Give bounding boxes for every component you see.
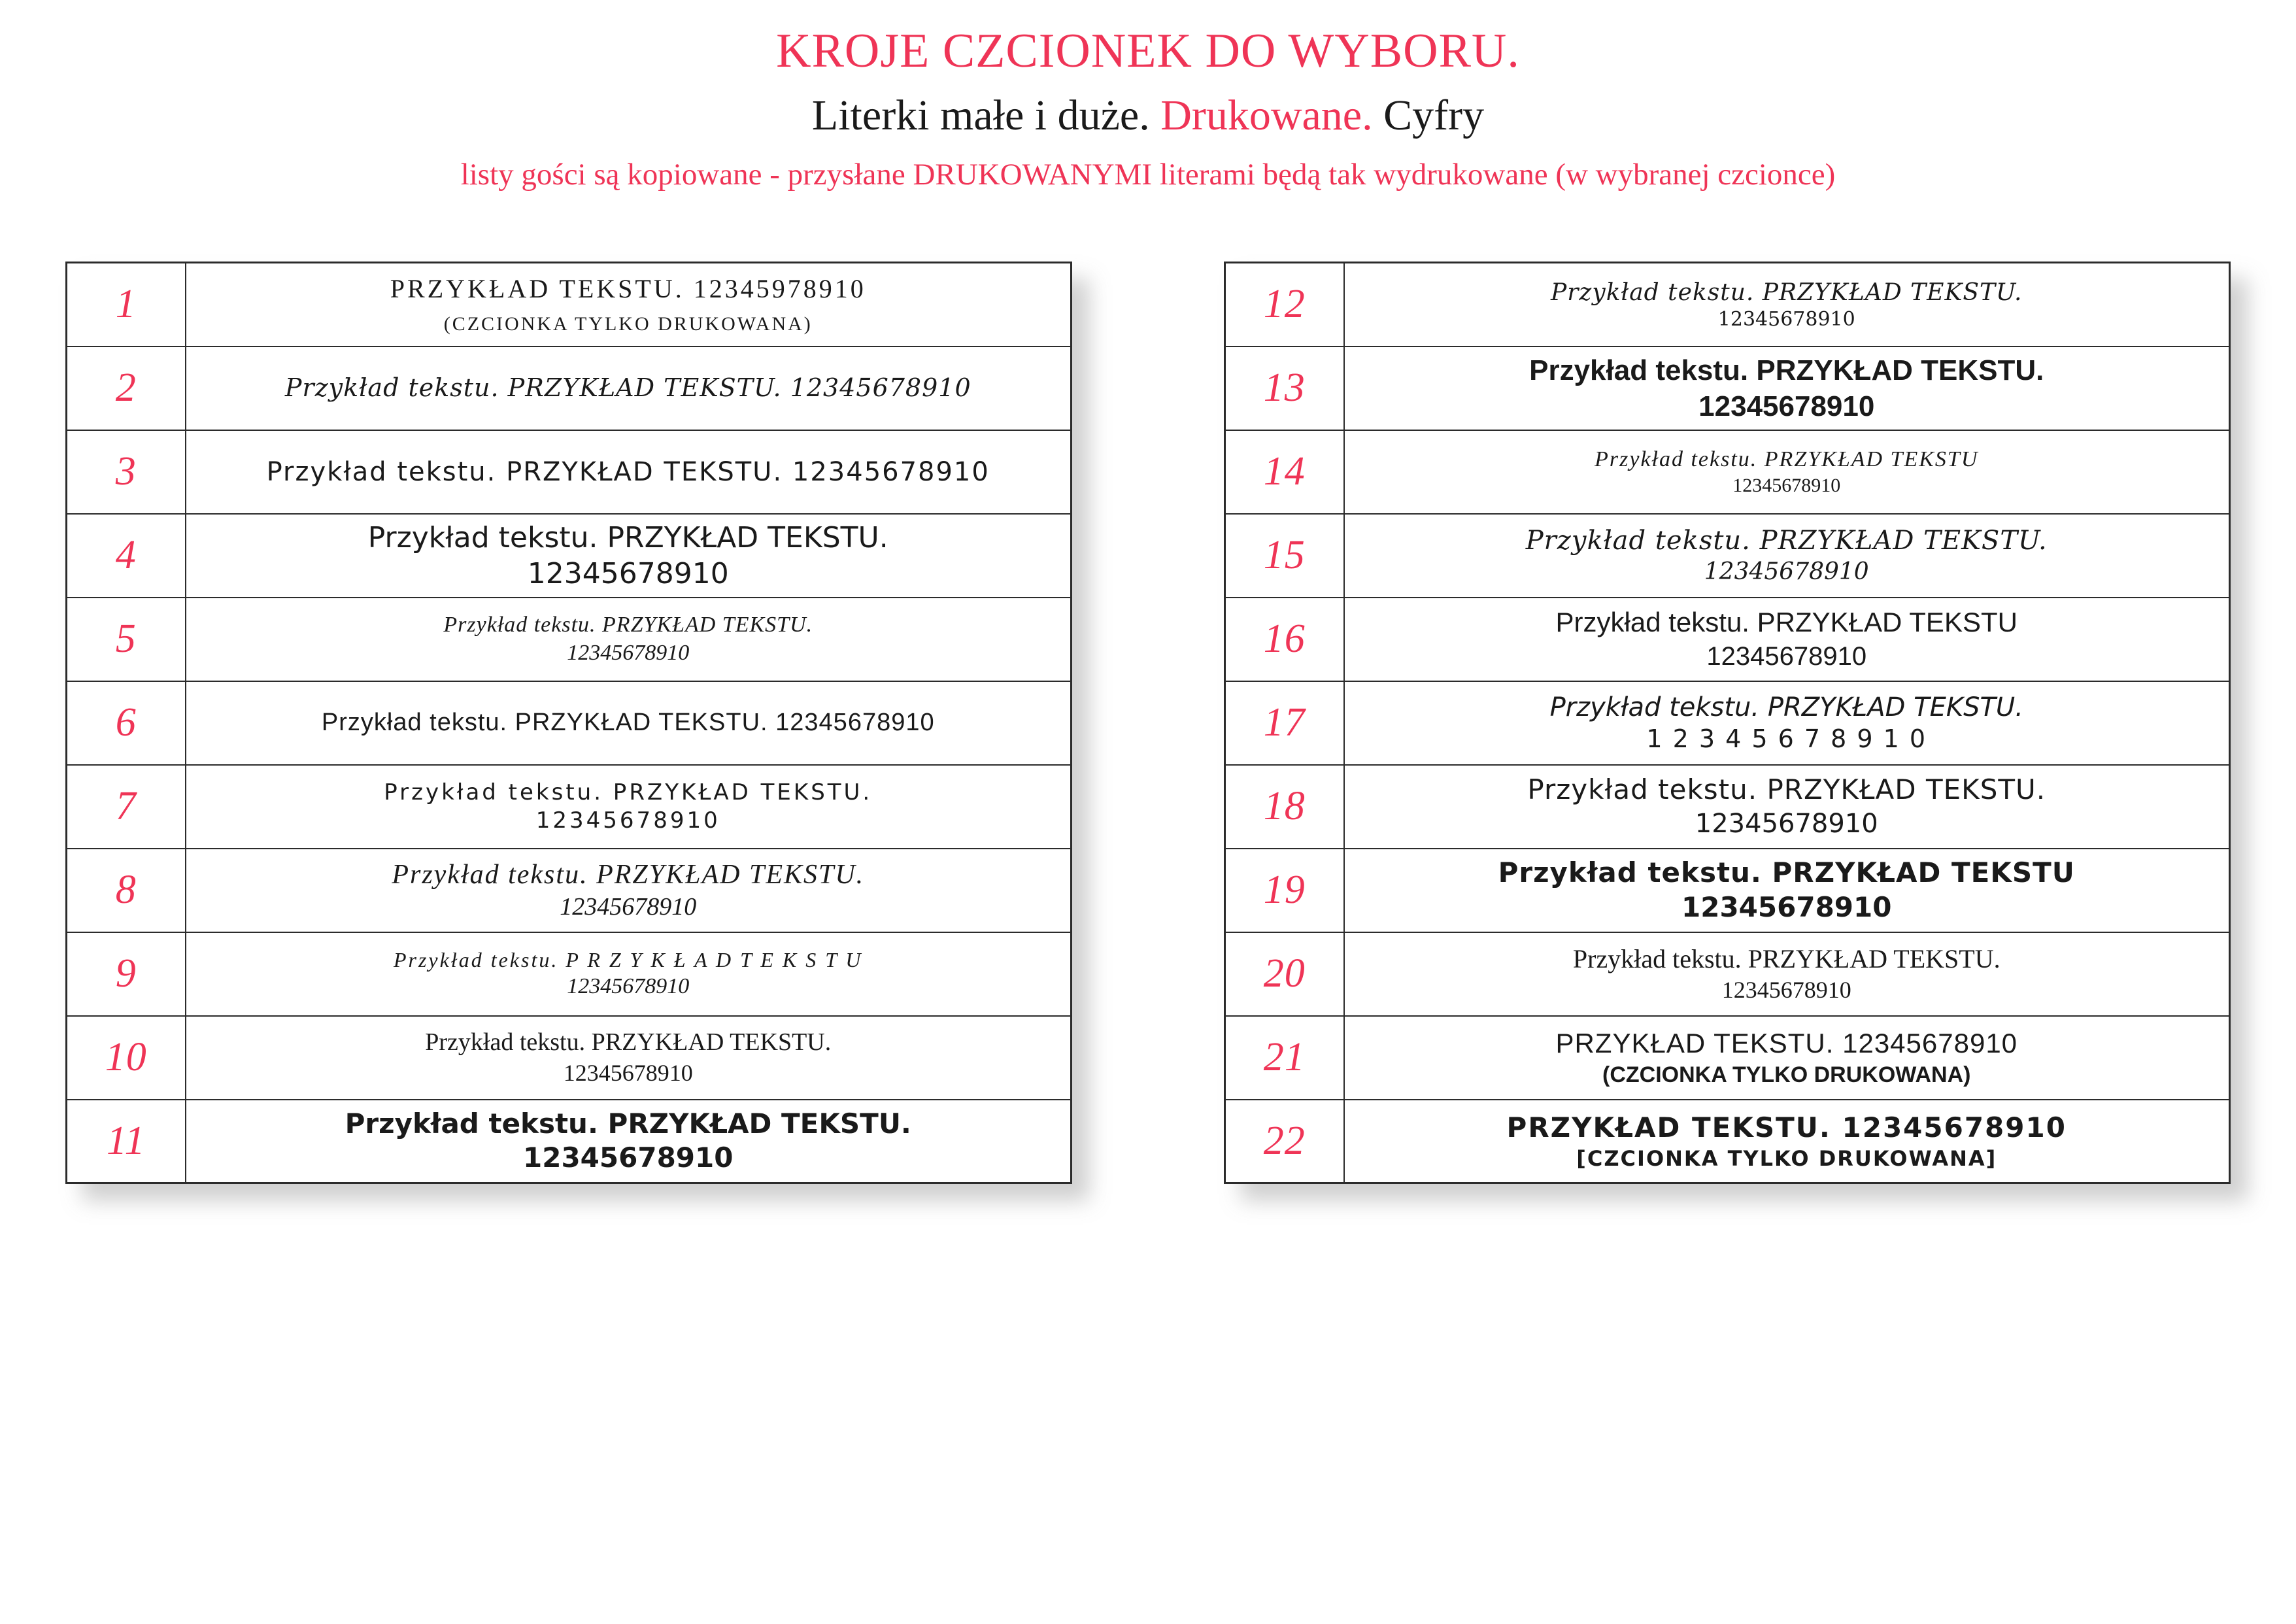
sample-line-2: [CZCIONKA TYLKO DRUKOWANA] xyxy=(1576,1145,1997,1171)
font-sample xyxy=(186,598,1072,681)
font-sample xyxy=(186,347,1072,430)
sample-line-1: Przykład tekstu. PRZYKŁAD TEKSTU xyxy=(1595,447,1979,471)
table-row[interactable] xyxy=(1225,681,2230,765)
sample-line-2: 12345678910 xyxy=(567,974,690,999)
sample-line-1: Przykład tekstu. PRZYKŁAD TEKSTU xyxy=(1498,856,2075,888)
font-sample xyxy=(1344,1100,2230,1183)
row-number: 17 xyxy=(1225,681,1344,765)
page-subtitle xyxy=(0,92,2296,140)
table-row[interactable] xyxy=(67,1016,1072,1100)
table-row[interactable] xyxy=(67,430,1072,514)
row-number: 12 xyxy=(1225,263,1344,347)
sample-line-2: 12345678910 xyxy=(1681,890,1892,923)
sample-line-1: Przykład tekstu. PRZYKŁAD TEKSTU. xyxy=(392,859,865,890)
font-sample xyxy=(186,1016,1072,1100)
table-row[interactable] xyxy=(67,765,1072,849)
sample-line-2: 12345678910 xyxy=(535,807,720,834)
row-number: 11 xyxy=(67,1100,186,1183)
sample-line-2: 12345678910 xyxy=(1732,475,1841,496)
font-sample xyxy=(186,263,1072,347)
table-row[interactable] xyxy=(67,849,1072,932)
sample-line-2: 12345678910 xyxy=(567,640,690,665)
sample-line-1: Przykład tekstu. PRZYKŁAD TEKSTU. xyxy=(367,520,888,554)
font-sample xyxy=(1344,849,2230,932)
sample-line-1: PRZYKŁAD TEKSTU. 12345678910 xyxy=(1506,1111,2067,1143)
table-row[interactable] xyxy=(67,514,1072,598)
row-number: 6 xyxy=(67,681,186,765)
font-sample xyxy=(1344,347,2230,430)
row-number: 22 xyxy=(1225,1100,1344,1183)
page-title: KROJE CZCIONEK DO WYBORU. xyxy=(776,24,1520,78)
font-sample xyxy=(1344,681,2230,765)
table-row[interactable] xyxy=(67,347,1072,430)
sample-line-1: Przykład tekstu. PRZYKŁAD TEKSTU. xyxy=(1527,773,2046,806)
sample-line-1: Przykład tekstu. PRZYKŁAD TEKSTU. xyxy=(443,613,813,637)
sample-line-1: Przykład tekstu. P R Z Y K Ł A D T E K S T U xyxy=(393,948,863,972)
sample-line-2: 12345678910 xyxy=(527,556,729,590)
row-number: 9 xyxy=(67,932,186,1016)
table-row[interactable] xyxy=(1225,514,2230,598)
sample-line-1: Przykład tekstu. PRZYKŁAD TEKSTU. xyxy=(1529,354,2044,386)
sample-line-1: PRZYKŁAD TEKSTU. 12345678910 xyxy=(1555,1028,2018,1058)
table-row[interactable] xyxy=(67,681,1072,765)
font-tables-container xyxy=(0,262,2296,1184)
sample-line-2: 12345678910 xyxy=(1721,977,1851,1003)
sample-line-1: Przykład tekstu. PRZYKŁAD TEKSTU. xyxy=(384,779,873,805)
table-row[interactable] xyxy=(1225,1016,2230,1100)
row-number: 5 xyxy=(67,598,186,681)
sample-line-1: PRZYKŁAD TEKSTU. 12345978910 xyxy=(390,274,866,303)
sample-line-2: 12345678910 xyxy=(1695,808,1878,839)
row-number: 18 xyxy=(1225,765,1344,849)
sample-line-2: 12345678910 xyxy=(1704,558,1869,585)
table-row[interactable] xyxy=(67,263,1072,347)
table-row[interactable] xyxy=(1225,932,2230,1016)
table-row[interactable] xyxy=(1225,765,2230,849)
table-row[interactable] xyxy=(1225,430,2230,514)
sample-line-2: 12345678910 xyxy=(1706,641,1867,671)
sample-line-1: Przykład tekstu. PRZYKŁAD TEKSTU. xyxy=(1525,526,2048,556)
sample-line-2: (CZCIONKA TYLKO DRUKOWANA) xyxy=(1602,1062,1971,1087)
table-row[interactable] xyxy=(1225,598,2230,681)
font-sample xyxy=(1344,430,2230,514)
sample-line-1: Przykład tekstu. PRZYKŁAD TEKSTU. 12345678910 xyxy=(284,373,971,402)
row-number: 8 xyxy=(67,849,186,932)
row-number: 19 xyxy=(1225,849,1344,932)
table-row[interactable] xyxy=(67,1100,1072,1183)
sample-line-1: Przykład tekstu. PRZYKŁAD TEKSTU xyxy=(1555,607,2017,638)
row-number: 7 xyxy=(67,765,186,849)
sample-line-1: Przykład tekstu. PRZYKŁAD TEKSTU. xyxy=(1572,944,2001,973)
sample-line-2: 1 2 3 4 5 6 7 8 9 1 0 xyxy=(1646,724,1927,753)
row-number: 14 xyxy=(1225,430,1344,514)
font-sample xyxy=(186,1100,1072,1183)
table-row[interactable] xyxy=(1225,347,2230,430)
font-sample xyxy=(1344,263,2230,347)
sample-line-1: Przykład tekstu. PRZYKŁAD TEKSTU. xyxy=(1549,692,2023,722)
row-number: 10 xyxy=(67,1016,186,1100)
sample-line-1: Przykład tekstu. PRZYKŁAD TEKSTU. xyxy=(1551,279,2023,306)
font-sample xyxy=(186,849,1072,932)
table-row[interactable] xyxy=(67,932,1072,1016)
sample-line-1: Przykład tekstu. PRZYKŁAD TEKSTU. xyxy=(345,1107,911,1140)
font-sample xyxy=(1344,598,2230,681)
table-row[interactable] xyxy=(1225,849,2230,932)
row-number: 13 xyxy=(1225,347,1344,430)
font-sample xyxy=(186,514,1072,598)
row-number: 2 xyxy=(67,347,186,430)
sample-line-2: 12345678910 xyxy=(560,893,697,921)
row-number: 16 xyxy=(1225,598,1344,681)
row-number: 15 xyxy=(1225,514,1344,598)
sample-line-1: Przykład tekstu. PRZYKŁAD TEKSTU. 12345678910 xyxy=(266,456,990,487)
row-number: 1 xyxy=(67,263,186,347)
sample-line-1: Przykład tekstu. PRZYKŁAD TEKSTU. xyxy=(425,1028,832,1057)
font-sample xyxy=(186,681,1072,765)
sample-line-2: 12345678910 xyxy=(1698,390,1875,422)
page-note: listy gości są kopiowane - przysłane DRUKOWANYMI literami będą tak wydrukowane (w wybranej czcionce) xyxy=(460,157,1836,192)
row-number: 21 xyxy=(1225,1016,1344,1100)
row-number: 3 xyxy=(67,430,186,514)
sample-line-2: 12345678910 xyxy=(1717,307,1855,331)
font-sample xyxy=(1344,765,2230,849)
row-number: 20 xyxy=(1225,932,1344,1016)
table-row[interactable] xyxy=(67,598,1072,681)
font-table-left xyxy=(65,262,1072,1184)
font-sample xyxy=(1344,1016,2230,1100)
sample-line-1: Przykład tekstu. PRZYKŁAD TEKSTU. 12345678910 xyxy=(321,708,935,736)
sample-line-2: 12345678910 xyxy=(523,1142,734,1174)
sample-line-2: (CZCIONKA TYLKO DRUKOWANA) xyxy=(443,313,813,335)
sample-line-2: 12345678910 xyxy=(563,1059,693,1086)
page-header xyxy=(0,0,2296,192)
font-sample xyxy=(186,765,1072,849)
subtitle-part-1: Literki małe i duże. xyxy=(811,92,1161,140)
font-sample xyxy=(1344,514,2230,598)
table-row[interactable] xyxy=(1225,263,2230,347)
font-sample xyxy=(1344,932,2230,1016)
table-row[interactable] xyxy=(1225,1100,2230,1183)
row-number: 4 xyxy=(67,514,186,598)
font-table-right xyxy=(1224,262,2231,1184)
subtitle-accent: Drukowane. xyxy=(1160,92,1373,140)
subtitle-part-2: Cyfry xyxy=(1372,92,1485,140)
font-sample xyxy=(186,932,1072,1016)
font-sample xyxy=(186,430,1072,514)
